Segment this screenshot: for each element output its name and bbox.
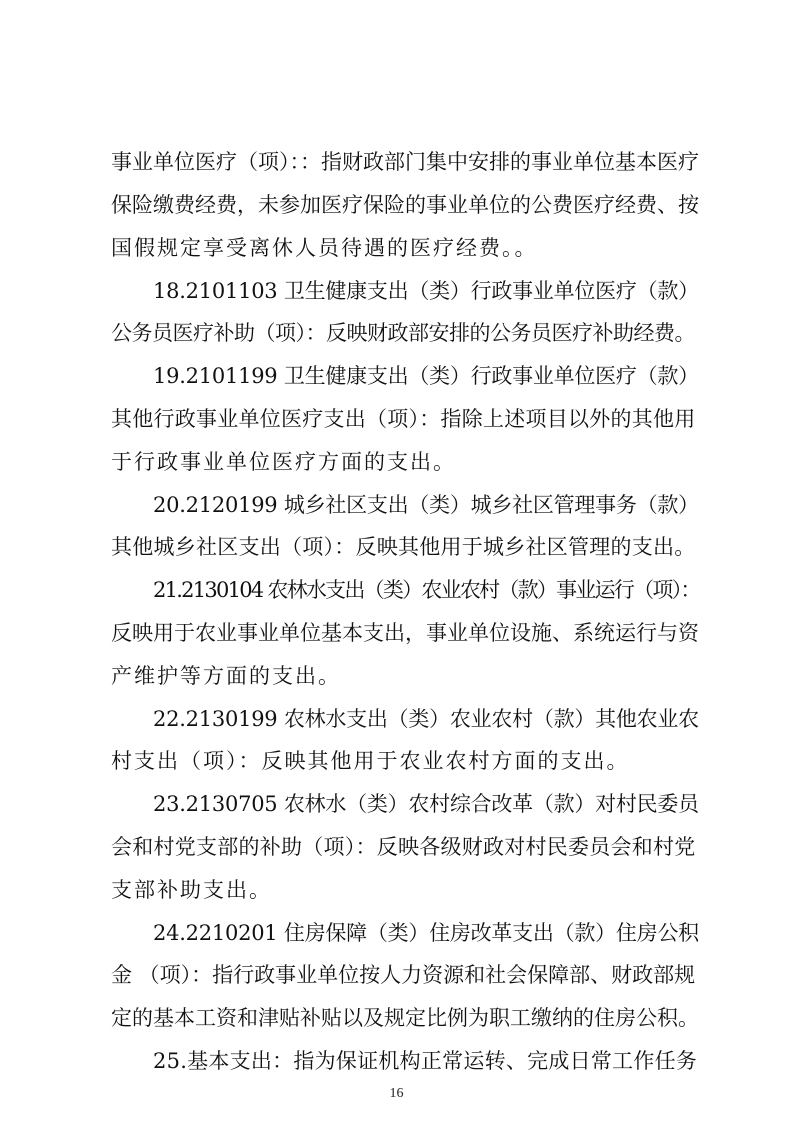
text-line: 19.2101199 卫生健康支出（类）行政事业单位医疗（款） bbox=[153, 364, 699, 388]
text-line: 支部补助支出。 bbox=[111, 878, 272, 902]
text-line: 18.2101103 卫生健康支出（类）行政事业单位医疗（款） bbox=[153, 279, 699, 303]
text-line: 事业单位医疗（项）：：指财政部门集中安排的事业单位基本医疗 bbox=[111, 150, 699, 174]
text-line: 金 （项）：指行政事业单位按人力资源和社会保障部、财政部规 bbox=[111, 963, 696, 987]
text-line: 21.2130104 农林水支出（类）农业农村（款）事业运行（项）： bbox=[153, 578, 700, 602]
text-line: 村支出（项）：反映其他用于农业农村方面的支出。 bbox=[111, 749, 630, 773]
text-line: 保险缴费经费，未参加医疗保险的事业单位的公费医疗经费、按 bbox=[111, 193, 699, 217]
text-line: 22.2130199 农林水支出（类）农业农村（款）其他农业农 bbox=[153, 707, 699, 731]
text-line: 国假规定享受离休人员待遇的医疗经费。。 bbox=[111, 236, 538, 260]
text-line: 20.2120199 城乡社区支出（类）城乡社区管理事务（款） bbox=[153, 493, 699, 517]
text-line: 于行政事业单位医疗方面的支出。 bbox=[111, 450, 456, 474]
text-line: 定的基本工资和津贴补贴以及规定比例为职工缴纳的住房公积。 bbox=[111, 1006, 699, 1030]
text-line: 反映用于农业事业单位基本支出，事业单位设施、系统运行与资 bbox=[111, 621, 699, 645]
text-line: 产维护等方面的支出。 bbox=[111, 664, 341, 688]
text-line: 其他行政事业单位医疗支出（项）：指除上述项目以外的其他用 bbox=[111, 407, 696, 431]
text-line: 会和村党支部的补助（项）：反映各级财政对村民委员会和村党 bbox=[111, 835, 696, 859]
text-line: 公务员医疗补助（项）：反映财政部安排的公务员医疗补助经费。 bbox=[111, 321, 695, 345]
text-line: 25.基本支出：指为保证机构正常运转、完成日常工作任务 bbox=[153, 1049, 698, 1073]
page-number: 16 bbox=[389, 1086, 404, 1101]
text-line: 23.2130705 农林水（类）农村综合改革（款）对村民委员 bbox=[153, 792, 699, 816]
text-line: 其他城乡社区支出（项）：反映其他用于城乡社区管理的支出。 bbox=[111, 535, 696, 559]
text-line: 24.2210201 住房保障（类）住房改革支出（款）住房公积 bbox=[153, 921, 699, 945]
